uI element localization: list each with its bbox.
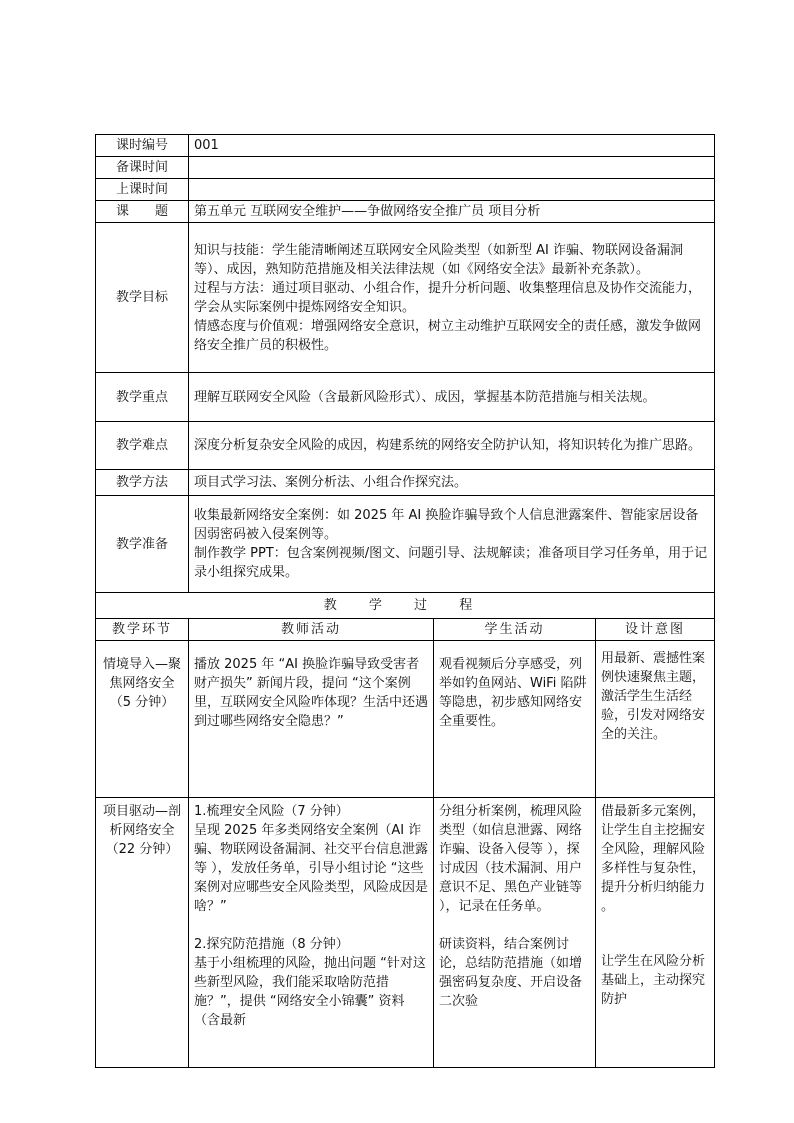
header-stage: 教学环节 [96,619,189,641]
difficulties-text: 深度分析复杂安全风险的成因，构建系统的网络安全防护认知，将知识转化为推广思路。 [189,422,715,470]
prep-time-value [189,157,715,179]
row2-teacher-part1: 1.梳理安全风险（7 分钟） 呈现 2025 年多类网络安全案例（AI 诈骗、物联网设备漏洞、社交平台信息泄露等 ），发放任务单，引导小组讨论 “这些案例对应哪些安全风险类型，风险成因是啥？” [194,804,429,914]
key-points-label: 教学重点 [96,373,189,422]
paragraph-spacer [439,916,590,935]
paragraph-spacer [194,916,428,935]
row2-student [434,798,596,1068]
topic-label: 课 题 [96,201,189,223]
difficulties-label: 教学难点 [96,422,189,470]
goal-process: 过程与方法：通过项目驱动、小组合作，提升分析问题、收集整理信息及协作交流能力，学会从实际案例中提炼网络安全知识。 [194,280,702,315]
header-teacher: 教师活动 [189,619,434,641]
row1-student: 观看视频后分享感受，列举如钓鱼网站、WiFi 陷阱等隐患，初步感知网络安全重要性。 [434,641,596,798]
goal-attitude: 情感态度与价值观：增强网络安全意识，树立主动维护互联网安全的责任感，激发争做网络安全推广员的积极性。 [194,318,702,353]
row1-teacher: 播放 2025 年 “AI 换脸诈骗导致受害者财产损失” 新闻片段，提问 “这个案例里，互联网安全风险咋体现？生活中还遇到过哪些网络安全隐患？” [189,641,434,798]
topic-value: 第五单元 互联网安全维护——争做网络安全推广员 项目分析 [189,201,715,223]
row2-intent-part1: 借最新多元案例，让学生自主挖掘安全风险，理解风险多样性与复杂性，提升分析归纳能力 。 [601,804,706,914]
header-student: 学生活动 [434,619,596,641]
row2-stage: 项目驱动—剖析网络安全（22 分钟） [96,798,189,1068]
row2-teacher-part2: 2.探究防范措施（8 分钟） 基于小组梳理的风险，抛出问题 “针对这些新型风险，我们能采取啥防范措施？”，提供 “网络安全小锦囊” 资料（含最新 [194,937,426,1028]
class-time-label: 上课时间 [96,179,189,201]
lesson-plan-table [95,134,715,1068]
row1-stage: 情境导入—聚焦网络安全（5 分钟） [96,641,189,798]
class-time-value [189,179,715,201]
row2-teacher [189,798,434,1068]
preparation-line-1: 收集最新网络安全案例：如 2025 年 AI 换脸诈骗导致个人信息泄露案件、智能家居设备因弱密码被入侵案例等。 [194,508,699,542]
methods-text: 项目式学习法、案例分析法、小组合作探究法。 [189,470,715,496]
prep-time-label: 备课时间 [96,157,189,179]
key-points-text: 理解互联网安全风险（含最新风险形式）、成因，掌握基本防范措施与相关法规。 [189,373,715,422]
goal-knowledge: 知识与技能：学生能清晰阐述互联网安全风险类型（如新型 AI 诈骗、物联网设备漏洞等）、成因，熟知防范措施及相关法律法规（如《网络安全法》最新补充条款）。 [194,242,683,277]
goals-content [189,223,715,373]
goals-label: 教学目标 [96,223,189,373]
row2-student-part1: 分组分析案例，梳理风险类型（如信息泄露、网络诈骗、设备入侵等 ），探讨成因（技术漏洞、用户意识不足、黑色产业链等 ），记录在任务单。 [439,804,583,914]
preparation-line-2: 制作教学 PPT：包含案例视频/图文、问题引导、法规解读；准备项目学习任务单，用于记录小组探究成果。 [194,546,708,580]
lesson-no-value: 001 [189,135,715,157]
row2-student-part2: 研读资料，结合案例讨论，总结防范措施（如增强密码复杂度、开启设备二次验 [439,937,583,1009]
preparation-content [189,496,715,593]
row2-intent [596,798,715,1068]
process-title: 教 学 过 程 [96,593,715,619]
lesson-no-label: 课时编号 [96,135,189,157]
row1-intent: 用最新、震撼性案例快速聚焦主题，激活学生生活经验，引发对网络安全的关注。 [596,641,715,798]
preparation-label: 教学准备 [96,496,189,593]
header-intent: 设计意图 [596,619,715,641]
methods-label: 教学方法 [96,470,189,496]
row2-intent-part2: 让学生在风险分析基础上，主动探究防护 [601,954,706,1007]
